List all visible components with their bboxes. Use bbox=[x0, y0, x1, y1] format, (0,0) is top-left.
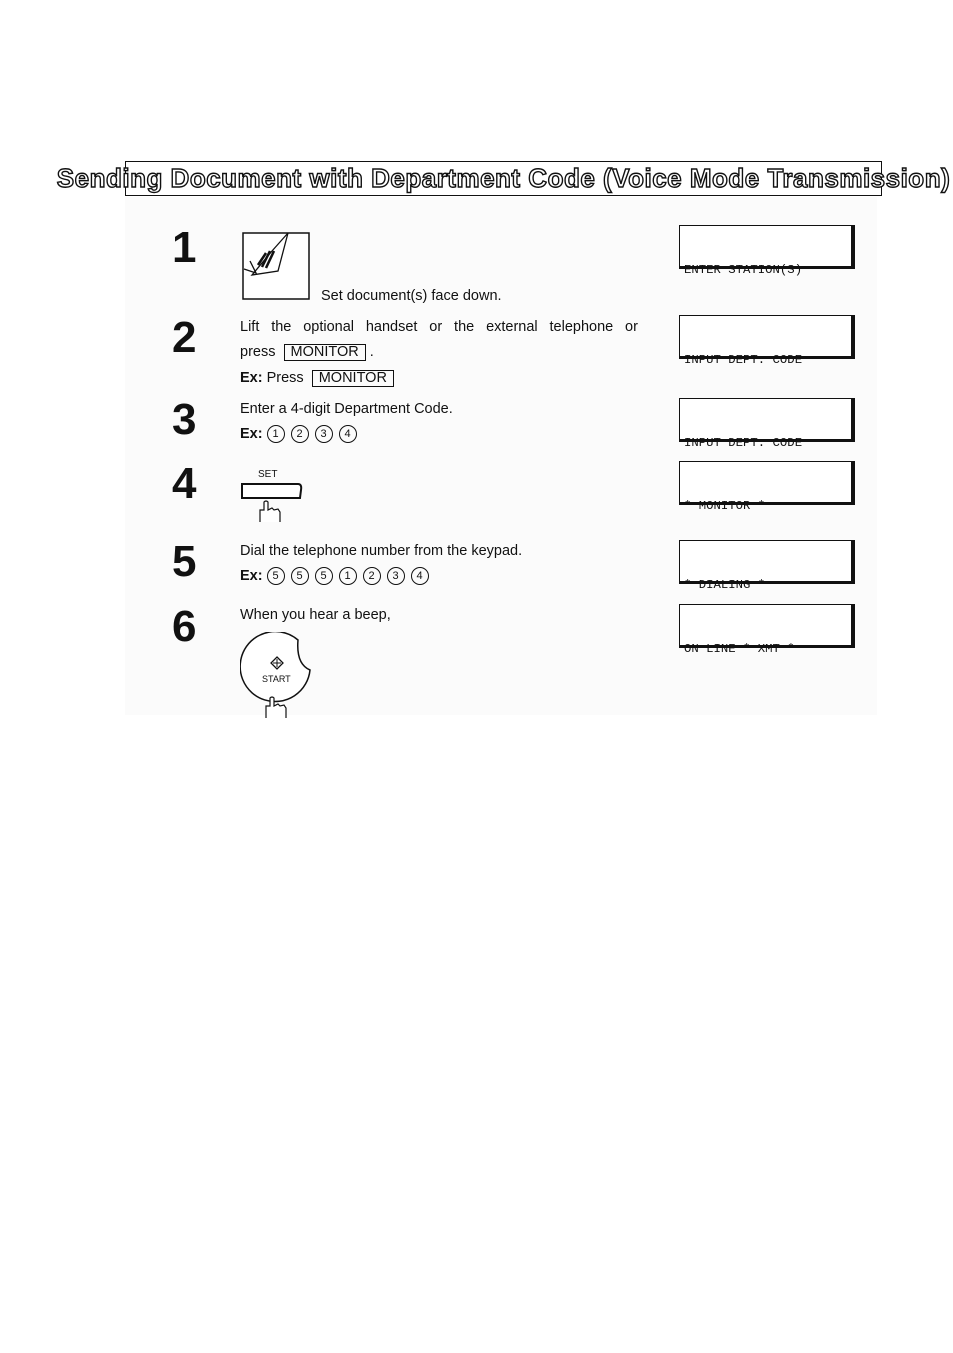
step-number: 4 bbox=[172, 459, 197, 508]
lcd-line: INPUT DEPT. CODE bbox=[684, 353, 803, 367]
step-2-example bbox=[240, 369, 398, 387]
step-number: 3 bbox=[172, 395, 197, 444]
keypad-key[interactable]: 3 bbox=[315, 425, 333, 443]
keypad-key[interactable]: 2 bbox=[291, 425, 309, 443]
word: Lift bbox=[240, 319, 260, 335]
step-3-text: Enter a 4-digit Department Code. bbox=[240, 401, 453, 417]
step-3-example bbox=[240, 425, 363, 443]
lcd-display bbox=[679, 604, 855, 656]
step-number: 6 bbox=[172, 602, 197, 651]
lcd-line: ON LINE * XMT * bbox=[684, 642, 795, 656]
word: telephone bbox=[549, 319, 614, 335]
step-5-text: Dial the telephone number from the keypad. bbox=[240, 543, 523, 559]
keypad-key[interactable]: 4 bbox=[339, 425, 357, 443]
lcd-display bbox=[679, 225, 855, 277]
section-title-bar bbox=[56, 161, 951, 196]
lcd-display bbox=[679, 461, 855, 513]
lcd-display bbox=[679, 315, 855, 367]
word: the bbox=[271, 319, 292, 335]
ex-label: Ex: bbox=[240, 426, 263, 442]
press-text: press bbox=[240, 344, 276, 360]
step-2-line2 bbox=[240, 343, 374, 361]
lcd-line: ENTER STATION(S) bbox=[684, 263, 803, 277]
word: the bbox=[454, 319, 475, 335]
monitor-key-example[interactable]: MONITOR bbox=[312, 370, 394, 387]
word: optional bbox=[303, 319, 354, 335]
lcd-display bbox=[679, 398, 855, 450]
set-key-label: SET bbox=[258, 469, 278, 480]
keypad-key[interactable]: 1 bbox=[339, 567, 357, 585]
step-number: 5 bbox=[172, 537, 197, 586]
lcd-display bbox=[679, 540, 855, 592]
keypad-key[interactable]: 1 bbox=[267, 425, 285, 443]
document-feed-icon bbox=[242, 231, 312, 301]
step-2-line1 bbox=[240, 318, 638, 336]
step-1-text: Set document(s) face down. bbox=[321, 288, 502, 304]
step-number: 1 bbox=[172, 223, 197, 272]
step-5-example bbox=[240, 567, 435, 585]
monitor-key[interactable]: MONITOR bbox=[284, 344, 366, 361]
lcd-line: INPUT DEPT. CODE bbox=[684, 436, 803, 450]
lcd-line: * DIALING * bbox=[684, 578, 766, 592]
keypad-key[interactable]: 3 bbox=[387, 567, 405, 585]
word: external bbox=[486, 319, 538, 335]
period: . bbox=[369, 344, 374, 360]
set-button-icon[interactable] bbox=[240, 480, 304, 526]
ex-text: Press bbox=[266, 370, 304, 386]
keypad-key[interactable]: 2 bbox=[363, 567, 381, 585]
keypad-key[interactable]: 5 bbox=[315, 567, 333, 585]
keypad-key[interactable]: 4 bbox=[411, 567, 429, 585]
ex-label: Ex: bbox=[240, 370, 263, 386]
keypad-key[interactable]: 5 bbox=[267, 567, 285, 585]
section-title: Sending Document with Department Code (Voice Mode Transmission) bbox=[56, 163, 951, 193]
keypad-key[interactable]: 5 bbox=[291, 567, 309, 585]
step-6-text: When you hear a beep, bbox=[240, 607, 391, 623]
word: or bbox=[625, 319, 638, 335]
step-number: 2 bbox=[172, 313, 197, 362]
word: or bbox=[429, 319, 443, 335]
ex-label: Ex: bbox=[240, 568, 263, 584]
word: handset bbox=[365, 319, 418, 335]
lcd-line: * MONITOR * bbox=[684, 499, 766, 513]
start-key-label: START bbox=[262, 674, 291, 684]
